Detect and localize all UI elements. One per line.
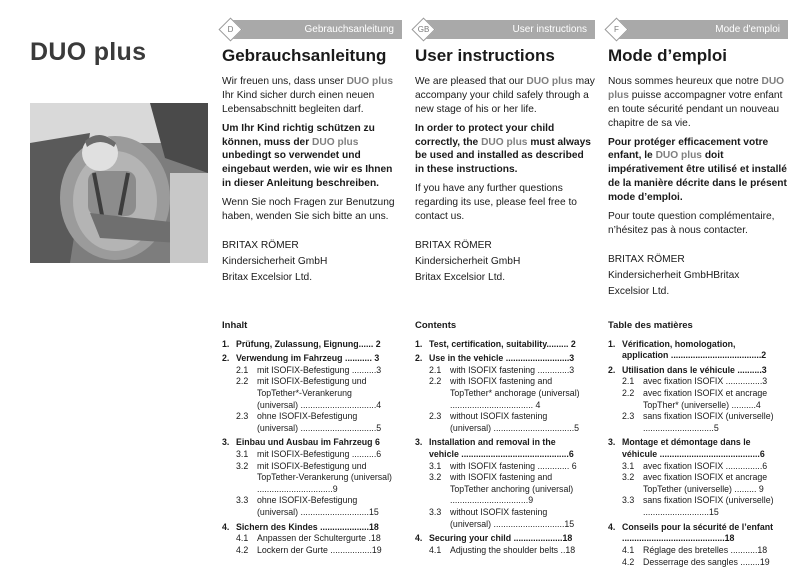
- toc-subsection[interactable]: [608, 557, 783, 569]
- intro-text-pre: We are pleased that our: [415, 76, 527, 87]
- column-german: [222, 20, 402, 287]
- toc-french: [608, 320, 783, 568]
- toc-heading: Contents: [415, 320, 457, 331]
- toc-section[interactable]: [415, 353, 587, 365]
- toc-heading: Inhalt: [222, 320, 248, 331]
- toc-section[interactable]: [222, 353, 394, 365]
- toc-title: sans fixation ISOFIX (universelle) ...........................15: [643, 495, 774, 518]
- section-heading: Gebrauchsanleitung: [222, 46, 387, 65]
- toc-german: [222, 320, 394, 557]
- toc-title: mit ISOFIX-Befestigung ..........6: [257, 449, 382, 460]
- toc-number: 3.1: [236, 449, 249, 460]
- toc-title: Prüfung, Zulassung, Eignung...... 2: [236, 338, 381, 349]
- toc-title: Lockern der Gurte .................19: [257, 544, 382, 555]
- section-heading: Mode d’emploi: [608, 46, 727, 65]
- address-line: BRITAX RÖMER: [608, 253, 685, 265]
- toc-number: 3.3: [429, 507, 442, 518]
- toc-title: Sichern des Kindes ....................18: [236, 521, 379, 532]
- toc-title: Verwendung im Fahrzeug ........... 3: [236, 353, 380, 364]
- intro-text-pre: Nous sommes heureux que notre: [608, 76, 762, 87]
- address-line: BRITAX RÖMER: [415, 239, 492, 251]
- toc-subsection[interactable]: [608, 461, 783, 473]
- toc-number: 3.2: [622, 472, 635, 483]
- important-text-post: unbedingt so verwendet und eingebaut werden, wie wir es Ihnen in dieser Anleitung beschreiben.: [222, 150, 393, 190]
- toc-number: 3.: [222, 437, 230, 448]
- important-text-pre: Um Ihr Kind richtig schützen zu können, muss der: [222, 122, 375, 148]
- intro-text: [222, 75, 402, 117]
- important-text-pre: In order to protect your child correctly, the: [415, 122, 555, 148]
- product-name: DUO plus: [481, 136, 528, 148]
- toc-number: 3.2: [429, 472, 442, 483]
- lang-tab-bar: [608, 20, 788, 39]
- toc-title: with ISOFIX fastening ............. 6: [450, 460, 577, 471]
- toc-title: Einbau und Ausbau im Fahrzeug 6: [236, 437, 380, 448]
- important-text-pre: Pour protéger efficacement votre enfant, le: [608, 136, 769, 162]
- toc-number: 4.: [415, 533, 423, 544]
- toc-subsection[interactable]: [222, 495, 394, 518]
- toc-title: Anpassen der Schultergurte .18: [257, 533, 381, 544]
- toc-subsection[interactable]: [608, 376, 783, 388]
- toc-subsection[interactable]: [415, 376, 587, 411]
- column-english: [415, 20, 595, 287]
- toc-heading: Table des matières: [608, 320, 693, 331]
- toc-title: Installation and removal in the vehicle ............................................6: [429, 437, 574, 460]
- toc-subsection[interactable]: [608, 472, 783, 495]
- important-text: [608, 136, 788, 205]
- address-line: Excelsior Ltd.: [608, 286, 670, 298]
- tab-label: Mode d'emploi: [618, 20, 788, 39]
- toc-number: 2.3: [236, 411, 249, 422]
- address-line: Kindersicherheit GmbH: [222, 256, 328, 268]
- toc-title: mit ISOFIX-Befestigung und TopTether*-Verankerung (universal) ...............................4: [257, 376, 382, 410]
- toc-title: ohne ISOFIX-Befestigung (universal) ............................15: [257, 495, 379, 518]
- toc-subsection[interactable]: [415, 507, 587, 530]
- toc-title: avec fixation ISOFIX et ancrage TopTether (universelle) ......... 9: [643, 472, 768, 494]
- toc-subsection[interactable]: [222, 365, 394, 377]
- toc-title: Test, certification, suitability......... 2: [429, 338, 576, 349]
- toc-number: 2.: [608, 364, 616, 375]
- toc-title: avec fixation ISOFIX et ancrage TopTher* (universelle) ..........4: [643, 387, 768, 410]
- intro-text-post: puisse accompagner votre enfant en toute sécurité pendant un nouveau chapitre de sa vie.: [608, 89, 783, 129]
- outro-text: Pour toute question complémentaire, n’hésitez pas à nous contacter.: [608, 210, 775, 236]
- toc-number: 2.1: [236, 364, 249, 375]
- toc-number: 4.1: [236, 533, 249, 544]
- intro-text-post: may accompany your child safely through a new stage of his or her life.: [415, 76, 595, 115]
- toc-title: with ISOFIX fastening and TopTether* anchorage (universal) .................................. 4: [450, 376, 580, 410]
- toc-subsection[interactable]: [608, 388, 783, 411]
- toc-subsection[interactable]: [608, 411, 783, 434]
- important-text: [222, 122, 402, 191]
- address-block: [222, 238, 402, 287]
- child-car-seat-photo: [30, 103, 208, 263]
- toc-title: Desserrage des sangles ........19: [643, 556, 770, 567]
- toc-section[interactable]: [608, 339, 783, 362]
- toc-number: 4.2: [236, 544, 249, 555]
- toc-section[interactable]: [222, 437, 394, 449]
- important-text-post: must always be used and installed as described in these instructions.: [415, 136, 591, 176]
- toc-number: 4.2: [622, 556, 635, 567]
- toc-title: Securing your child ....................18: [429, 533, 573, 544]
- address-block: [608, 252, 788, 301]
- intro-text-post: Ihr Kind sicher durch einen neuen Lebensabschnitt begleiten darf.: [222, 89, 375, 115]
- toc-title: Adjusting the shoulder belts ..18: [450, 544, 576, 555]
- toc-section[interactable]: [415, 437, 587, 460]
- tab-label: Gebrauchsanleitung: [232, 20, 402, 39]
- language-code: D: [227, 25, 234, 34]
- address-line: Kindersicherheit GmbHBritax: [608, 269, 740, 281]
- toc-section[interactable]: [415, 533, 587, 545]
- toc-title: without ISOFIX fastening (universal) .............................15: [450, 507, 575, 529]
- toc-title: avec fixation ISOFIX ...............3: [643, 376, 768, 387]
- section-heading: User instructions: [415, 46, 555, 65]
- toc-title: Use in the vehicle ..........................3: [429, 353, 575, 364]
- toc-number: 4.1: [622, 544, 635, 555]
- toc-title: with ISOFIX fastening and TopTether anchoring (universal) ................................9: [450, 472, 574, 506]
- toc-title: avec fixation ISOFIX ...............6: [643, 460, 768, 471]
- outro-text: If you have any further questions regarding its use, please feel free to contact us.: [415, 183, 577, 222]
- toc-title: Utilisation dans le véhicule ..........3: [622, 364, 767, 375]
- toc-section[interactable]: [608, 522, 783, 545]
- product-name: DUO plus: [655, 150, 702, 162]
- product-name: DUO plus: [346, 76, 393, 87]
- intro-text: [608, 75, 788, 131]
- toc-subsection[interactable]: [415, 461, 587, 473]
- toc-subsection[interactable]: [222, 545, 394, 557]
- intro-text: [415, 75, 595, 117]
- language-code: F: [614, 25, 619, 34]
- toc-section[interactable]: [222, 339, 394, 351]
- column-french: [608, 20, 788, 301]
- toc-number: 2.2: [622, 387, 635, 398]
- lang-tab-bar: [415, 20, 595, 39]
- toc-subsection[interactable]: [222, 411, 394, 434]
- outro-text: Wenn Sie noch Fragen zur Benutzung haben, wenden Sie sich bitte an uns.: [222, 197, 395, 222]
- toc-number: 1.: [222, 338, 230, 349]
- toc-english: [415, 320, 587, 557]
- toc-number: 4.: [222, 521, 230, 532]
- toc-number: 3.: [415, 437, 423, 448]
- toc-subsection[interactable]: [222, 449, 394, 461]
- toc-number: 2.1: [622, 376, 635, 387]
- toc-subsection[interactable]: [415, 411, 587, 434]
- toc-title: Réglage des bretelles ...........18: [643, 544, 768, 555]
- toc-number: 2.: [222, 353, 230, 364]
- toc-number: 3.2: [236, 460, 249, 471]
- product-name: DUO plus: [526, 76, 573, 87]
- toc-number: 2.2: [236, 376, 249, 387]
- toc-section[interactable]: [415, 339, 587, 351]
- address-line: BRITAX RÖMER: [222, 239, 299, 251]
- toc-number: 2.1: [429, 364, 442, 375]
- toc-title: with ISOFIX fastening .............3: [450, 364, 575, 375]
- toc-title: Montage et démontage dans le véhicule .........................................6: [622, 437, 765, 460]
- intro-text-pre: Wir freuen uns, dass unser: [222, 76, 347, 87]
- toc-subsection[interactable]: [415, 365, 587, 377]
- child-in-car-seat-photo-icon: [30, 103, 208, 263]
- toc-number: 3.3: [236, 495, 249, 506]
- toc-section[interactable]: [608, 365, 783, 377]
- address-line: Kindersicherheit GmbH: [415, 256, 521, 268]
- toc-subsection[interactable]: [608, 545, 783, 557]
- toc-subsection[interactable]: [222, 461, 394, 496]
- toc-subsection[interactable]: [415, 472, 587, 507]
- toc-title: mit ISOFIX-Befestigung ..........3: [257, 364, 382, 375]
- brand-title: DUO plus: [30, 38, 147, 66]
- toc-title: ohne ISOFIX-Befestigung (universal) ...............................5: [257, 411, 382, 433]
- toc-number: 2.3: [622, 411, 635, 422]
- toc-number: 3.: [608, 437, 616, 448]
- important-text: [415, 122, 595, 178]
- address-line: Britax Excelsior Ltd.: [222, 272, 313, 284]
- product-name: DUO plus: [312, 136, 359, 148]
- toc-number: 4.: [608, 521, 616, 532]
- lang-tab-bar: [222, 20, 402, 39]
- tab-label: User instructions: [425, 20, 595, 39]
- toc-title: sans fixation ISOFIX (universelle) .............................5: [643, 411, 774, 433]
- toc-subsection[interactable]: [415, 545, 587, 557]
- toc-number: 2.2: [429, 376, 442, 387]
- toc-section[interactable]: [608, 437, 783, 460]
- toc-title: Vérification, homologation, application .....................................2: [622, 338, 767, 361]
- address-line: Britax Excelsior Ltd.: [415, 272, 506, 284]
- toc-number: 2.: [415, 353, 423, 364]
- toc-number: 3.1: [429, 460, 442, 471]
- toc-number: 1.: [415, 338, 423, 349]
- toc-title: mit ISOFIX-Befestigung und TopTether-Verankerung (universal) ...............................9: [257, 460, 392, 494]
- toc-number: 3.1: [622, 460, 635, 471]
- toc-number: 1.: [608, 338, 616, 349]
- toc-number: 4.1: [429, 544, 442, 555]
- toc-section[interactable]: [222, 522, 394, 534]
- important-text-post: doit impérativement être utilisé et installé de la manière décrite dans le présent mode d’emploi.: [608, 150, 787, 203]
- toc-subsection[interactable]: [222, 376, 394, 411]
- toc-title: without ISOFIX fastening (universal) .................................5: [450, 411, 580, 433]
- toc-subsection[interactable]: [608, 495, 783, 518]
- language-code: GB: [417, 25, 430, 34]
- toc-title: Conseils pour la sécurité de l’enfant ..........................................18: [622, 521, 774, 544]
- toc-number: 2.3: [429, 411, 442, 422]
- toc-number: 3.3: [622, 495, 635, 506]
- address-block: [415, 238, 595, 287]
- toc-subsection[interactable]: [222, 533, 394, 545]
- product-name: DUO plus: [608, 76, 785, 101]
